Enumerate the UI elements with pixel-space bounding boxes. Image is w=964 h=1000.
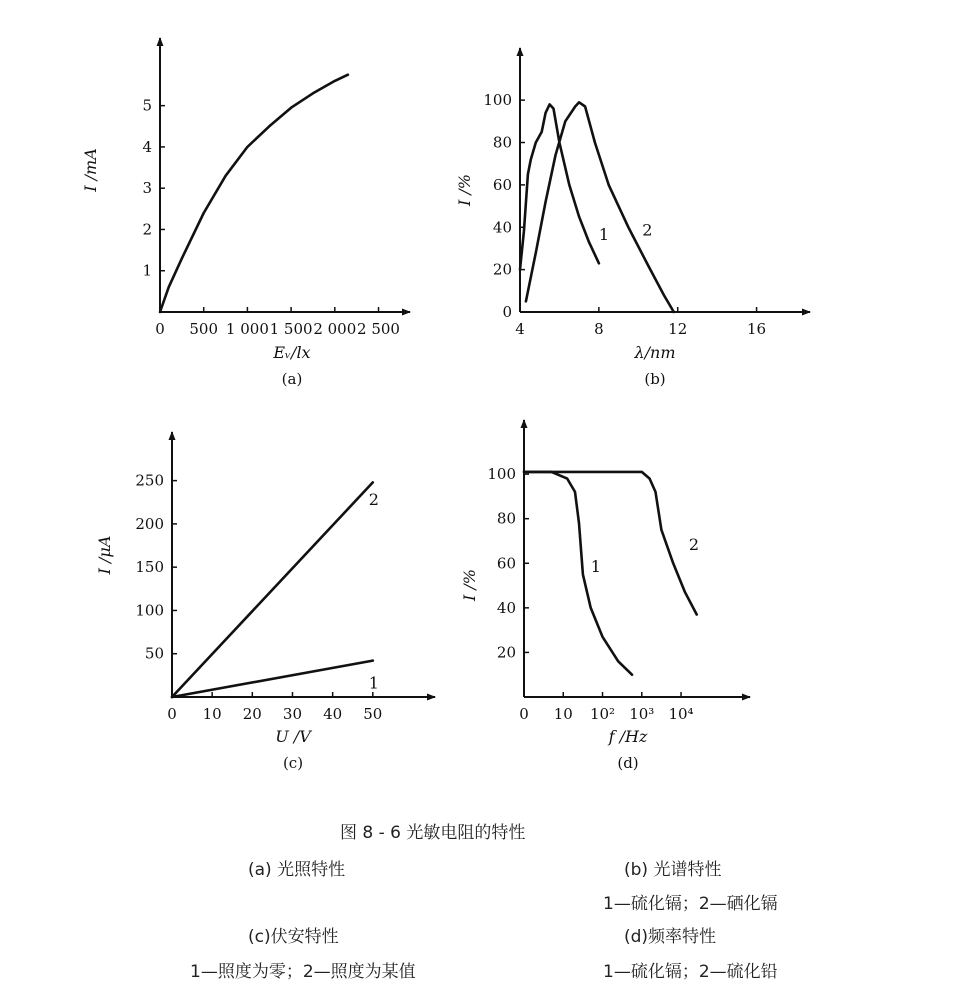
panel-label-d: (d) [617,754,639,772]
x-tick-label-c: 20 [242,705,262,723]
x-tick-label-c: 10 [202,705,222,723]
x-tick-label-d: 10⁴ [668,705,694,723]
series-label-b-1: 1 [598,224,610,244]
y-axis-label-d: I /% [460,569,479,601]
y-tick-label-c: 200 [135,514,164,533]
figure-title: 图 8 - 6 光敏电阻的特性 [340,823,526,843]
x-tick-label-a: 1 000 [225,320,269,338]
caption-d: (d)频率特性 [624,927,717,947]
y-tick-label-b: 60 [492,175,512,194]
y-axis-label-a: I /mA [81,148,100,192]
x-tick-label-b: 12 [668,320,688,338]
y-tick-label-a: 4 [142,137,152,156]
y-tick-label-c: 150 [135,558,164,577]
caption-c: (c)伏安特性 [248,927,339,947]
series-label-d-2: 2 [688,534,700,554]
caption-b: (b) 光谱特性 [624,860,722,880]
y-tick-label-a: 2 [142,220,152,239]
x-axis-label-c: U /V [275,727,311,746]
y-tick-label-d: 100 [487,465,516,484]
x-tick-label-a: 500 [189,320,219,338]
x-tick-label-c: 0 [167,705,177,723]
y-tick-label-b: 0 [502,303,512,321]
x-axis-label-a: Eᵥ/lx [273,343,311,362]
y-tick-label-d: 60 [496,554,516,573]
y-tick-label-c: 50 [144,644,164,663]
series-label-d-1: 1 [590,557,601,577]
series-label-c-1: 1 [368,673,379,693]
panel-label-b: (b) [644,370,666,388]
y-tick-label-b: 20 [492,260,512,279]
x-tick-label-d: 10³ [629,705,655,723]
series-line-d-2 [524,472,700,615]
caption-b-note: 1—硫化镉；2—硒化镉 [603,894,778,914]
series-line-b-2 [526,102,674,312]
x-tick-label-d: 0 [519,705,529,723]
caption-a: (a) 光照特性 [248,860,346,880]
series-line-d-1 [524,472,632,675]
x-tick-label-c: 30 [282,705,303,723]
y-tick-label-c: 250 [135,471,164,490]
y-tick-label-d: 40 [496,598,516,617]
series-label-c-2: 2 [368,489,379,509]
x-tick-label-b: 16 [747,320,767,338]
y-axis-label-b: I /% [455,174,474,206]
y-tick-label-b: 40 [492,218,512,237]
x-tick-label-a: 1 500 [269,320,313,338]
panel-label-c: (c) [282,754,304,772]
series-line-a [160,75,348,312]
y-tick-label-b: 80 [492,133,512,152]
x-tick-label-c: 50 [363,705,383,723]
y-tick-label-a: 1 [142,261,152,280]
x-axis-label-d: f /Hz [608,727,648,746]
x-tick-label-b: 8 [594,320,604,338]
x-tick-label-a: 0 [155,320,165,338]
x-tick-label-a: 2 500 [357,320,400,338]
series-line-b-1 [520,104,599,269]
x-tick-label-a: 2 000 [313,320,357,338]
series-label-b-2: 2 [642,220,653,240]
panel-label-a: (a) [281,370,303,388]
x-tick-label-c: 40 [323,705,343,723]
y-tick-label-b: 100 [483,91,512,110]
caption-d-note: 1—硫化镉；2—硫化铅 [603,962,778,982]
x-tick-label-d: 10² [589,705,616,723]
y-tick-label-c: 100 [135,601,164,620]
y-tick-label-a: 3 [142,179,152,198]
y-tick-label-d: 20 [496,643,516,662]
y-tick-label-d: 80 [496,509,516,528]
x-tick-label-b: 4 [515,320,525,338]
x-axis-label-b: λ/nm [634,343,676,362]
caption-c-note: 1—照度为零；2—照度为某值 [190,962,416,982]
x-tick-label-d: 10 [553,705,573,723]
y-tick-label-a: 5 [142,96,152,115]
y-axis-label-c: I /μA [95,535,114,575]
